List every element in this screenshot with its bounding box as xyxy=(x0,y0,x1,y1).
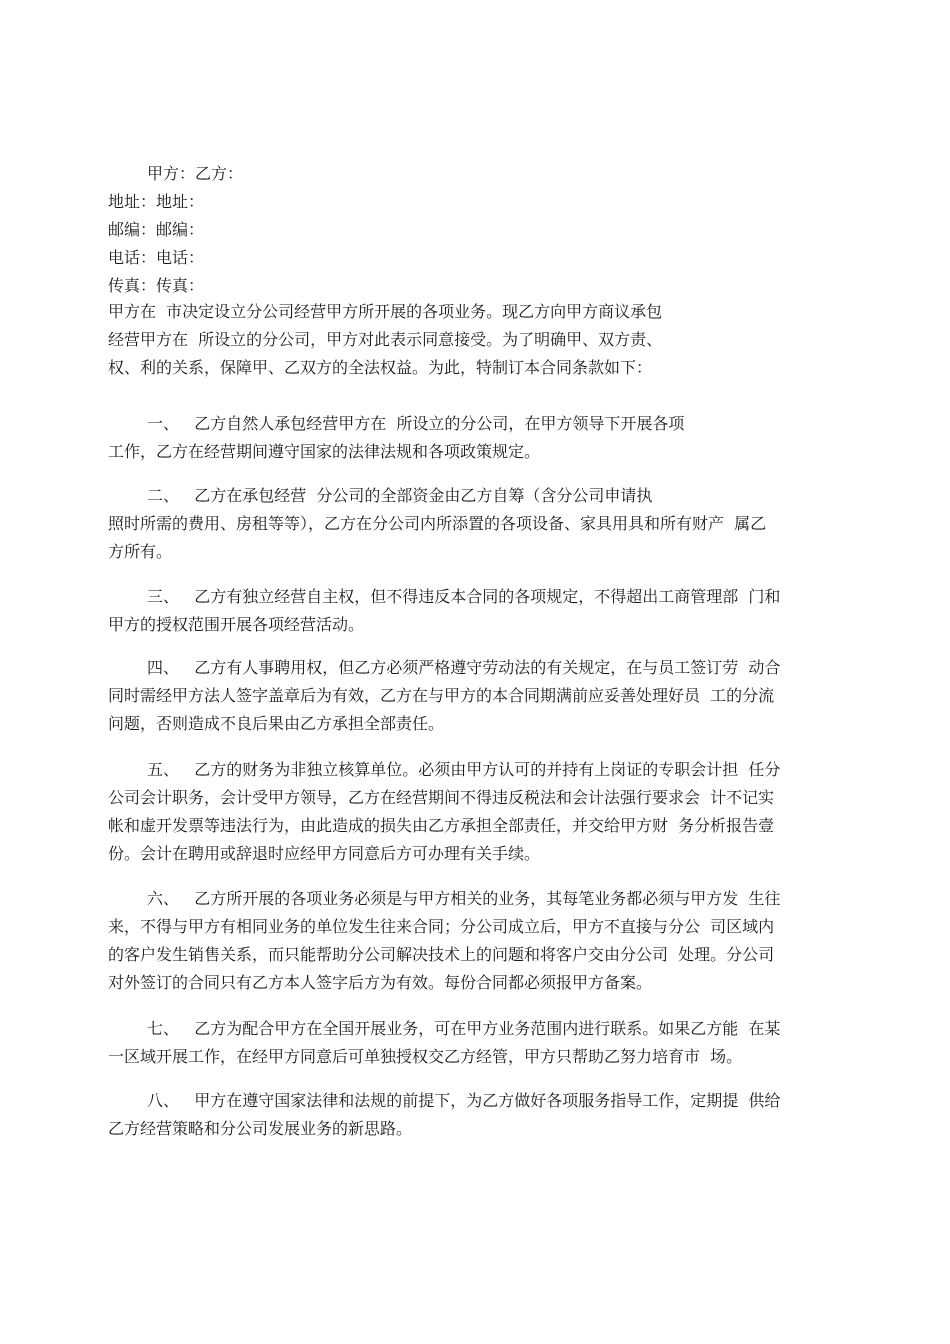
preamble-line: 经营甲方在 所设立的分公司，甲方对此表示同意接受。为了明确甲、双方责、 xyxy=(108,330,663,349)
clause-6-line: 的客户发生销售关系，而只能帮助分公司解决技术上的问题和将客户交由分公司 处理。分公司 xyxy=(108,945,775,964)
clause-6-line: 对外签订的合同只有乙方本人签字后方为有效。每份合同都必须报甲方备案。 xyxy=(108,973,653,992)
clause-2-line: 照时所需的费用、房租等等），乙方在分公司内所添置的各项设备、家具用具和所有财产 属乙 xyxy=(108,514,767,533)
clause-4-line: 四、 乙方有人事聘用权，但乙方必须严格遵守劳动法的有关规定，在与员工签订劳 动合 xyxy=(147,658,781,677)
clause-1-line: 工作，乙方在经营期间遵守国家的法律法规和各项政策规定。 xyxy=(108,442,541,461)
clause-8-line: 乙方经营策略和分公司发展业务的新思路。 xyxy=(108,1119,413,1138)
parties-line: 甲方：乙方： xyxy=(147,164,244,183)
clause-1-line: 一、 乙方自然人承包经营甲方在 所设立的分公司，在甲方领导下开展各项 xyxy=(147,414,685,433)
clause-6-line: 来，不得与甲方有相同业务的单位发生往来合同；分公司成立后，甲方不直接与分公 司区域内 xyxy=(108,917,775,936)
clause-4-line: 同时需经甲方法人签字盖章后为有效，乙方在与甲方的本合同期满前应妥善处理好员 工的分流 xyxy=(108,686,775,705)
postcode-line: 邮编：邮编： xyxy=(108,220,205,239)
preamble-line: 权、利的关系，保障甲、乙双方的全法权益。为此，特制订本合同条款如下： xyxy=(108,358,653,377)
fax-line: 传真：传真： xyxy=(108,276,205,295)
clause-7-line: 七、 乙方为配合甲方在全国开展业务，可在甲方业务范围内进行联系。如果乙方能 在某 xyxy=(147,1019,781,1038)
clause-8-line: 八、 甲方在遵守国家法律和法规的前提下，为乙方做好各项服务指导工作，定期提 供给 xyxy=(147,1091,781,1110)
clause-3-line: 甲方的授权范围开展各项经营活动。 xyxy=(108,615,365,634)
clause-5-line: 五、 乙方的财务为非独立核算单位。必须由甲方认可的并持有上岗证的专职会计担 任分 xyxy=(147,760,781,779)
clause-6-line: 六、 乙方所开展的各项业务必须是与甲方相关的业务，其每笔业务都必须与甲方发 生往 xyxy=(147,889,781,908)
clause-3-line: 三、 乙方有独立经营自主权，但不得违反本合同的各项规定，不得超出工商管理部 门和 xyxy=(147,587,781,606)
clause-5-line: 公司会计职务，会计受甲方领导，乙方在经营期间不得违反税法和会计法强行要求会 计不记实 xyxy=(108,788,775,807)
clause-2-line: 方所有。 xyxy=(108,542,173,561)
clause-7-line: 一区域开展工作，在经甲方同意后可单独授权交乙方经管，甲方只帮助乙努力培育市 场。 xyxy=(108,1047,743,1066)
preamble-line: 甲方在 市决定设立分公司经营甲方所开展的各项业务。现乙方向甲方商议承包 xyxy=(108,302,663,321)
clause-2-line: 二、 乙方在承包经营 分公司的全部资金由乙方自筹（含分公司申请执 xyxy=(147,486,653,505)
clause-5-line: 帐和虚开发票等违法行为，由此造成的损失由乙方承担全部责任，并交给甲方财 务分析报告壹 xyxy=(108,816,775,835)
clause-5-line: 份。会计在聘用或辞退时应经甲方同意后方可办理有关手续。 xyxy=(108,844,541,863)
phone-line: 电话：电话： xyxy=(108,248,205,267)
clause-4-line: 问题，否则造成不良后果由乙方承担全部责任。 xyxy=(108,714,445,733)
address-line: 地址：地址： xyxy=(108,192,205,211)
